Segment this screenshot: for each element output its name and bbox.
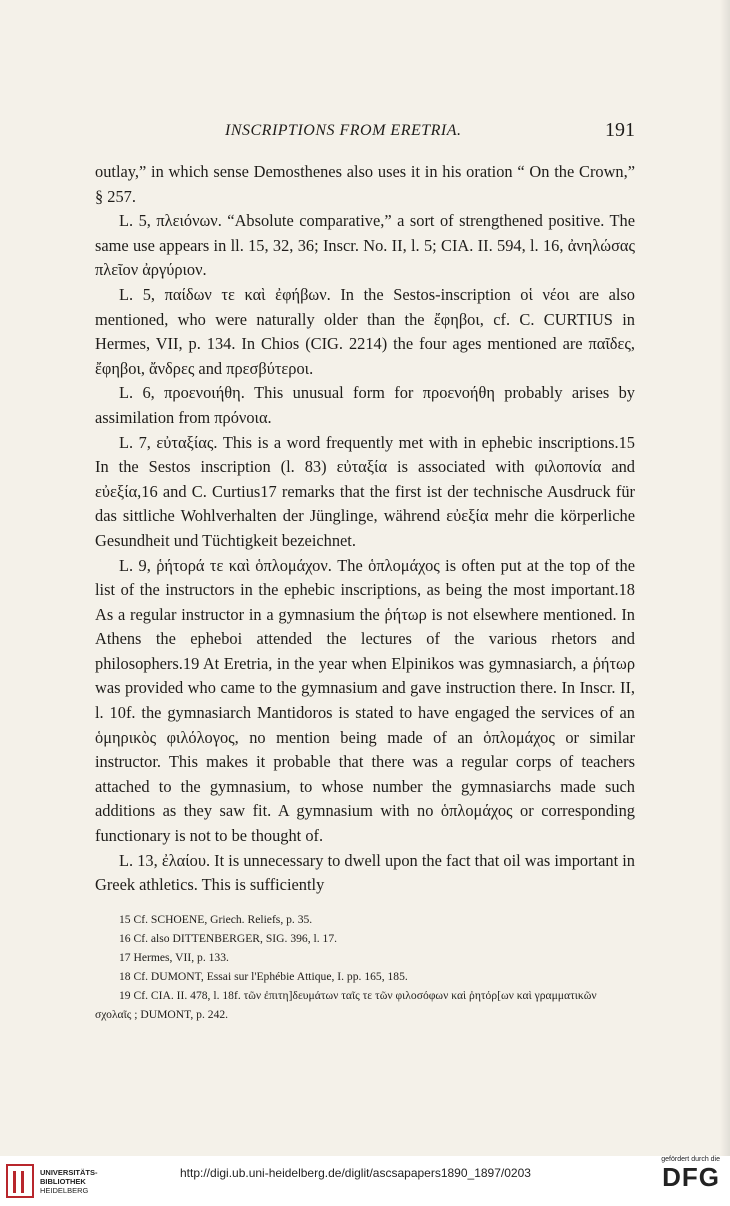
paragraph: outlay,” in which sense Demosthenes also uses it in his oration “ On the Crown,” § 257. bbox=[95, 162, 635, 206]
funded-by-text: gefördert durch die bbox=[661, 1156, 720, 1163]
dfg-wordmark: DFG bbox=[662, 1162, 720, 1192]
paragraph: L. 13, ἐλαίου. It is unnecessary to dwell upon the fact that oil was important in Greek athletics. This is sufficiently bbox=[95, 850, 635, 895]
running-header bbox=[95, 119, 635, 152]
body-text bbox=[95, 160, 635, 898]
running-title: INSCRIPTIONS FROM ERETRIA. bbox=[225, 122, 462, 139]
paragraph: L. 9, ῥήτορά τε καὶ ὁπλομάχον. The ὁπλομάχος is often put at the top of the list of the instructors in the ephebic inscriptions, as being the most important.18 As a regular instructor in a gymnasium the ῥήτωρ is not elsewhere mentioned. In Athens the epheboi attended the lectures of the various rhetors and philosophers.19 At Eretria, in the year when Elpinikos was gymnasiarch, a ῥήτωρ was provided who came to the gymnasium and gave instruction there. In Inscr. II, l. 10f. the gymnasiarch Mantidoros is stated to have engaged the services of an ὁμηρικὸς φιλόλογος, no mention being made of an ὁπλομάχος or similar instructor. This makes it probable that there was a regular corps of teachers attached to the gymnasium, to whose number the gymnasiarchs made such additions as they saw fit. A gymnasium with no ὁπλομάχος or corresponding functionary is not to be thought of. bbox=[95, 555, 635, 846]
paragraph: L. 5, παίδων τε καὶ ἐφήβων. In the Sestos-inscription οἱ νέοι are also mentioned, who were naturally older than the ἔφηβοι, cf. C. CURTIUS in Hermes, VII, p. 134. In Chios (CIG. 2214) the four ages mentioned are παῖδες, ἔφηβοι, ἄνδρες and πρεσβύτεροι. bbox=[95, 284, 635, 378]
footer-bar bbox=[0, 1156, 730, 1206]
logo-line: UNIVERSITÄTS- bbox=[40, 1168, 98, 1177]
footnote: 16 Cf. also DITTENBERGER, SIG. 396, l. 17. bbox=[119, 932, 338, 945]
footnote: 15 Cf. SCHOENE, Griech. Reliefs, p. 35. bbox=[119, 913, 313, 926]
page-edge-shadow bbox=[720, 0, 730, 1156]
footnotes bbox=[95, 910, 635, 1024]
permalink-url[interactable]: http://digi.ub.uni-heidelberg.de/diglit/ascsapapers1890_1897/0203 bbox=[180, 1166, 531, 1180]
paragraph: L. 5, πλειόνων. “Absolute comparative,” a sort of strengthened positive. The same use appears in ll. 15, 32, 36; Inscr. No. II, l. 5; CIA. II. 594, l. 16, ἀνηλώσας πλεῖον ἀργύριον. bbox=[95, 211, 635, 280]
logo-line: HEIDELBERG bbox=[40, 1186, 89, 1195]
university-library-logo[interactable] bbox=[6, 1164, 136, 1200]
footnote: 19 Cf. CIA. II. 478, l. 18f. τῶν ἐπιτη]δευμάτων ταῖς τε τῶν φιλοσόφων καὶ ῥητόρ[ων καὶ γραμματικῶν σχολαῖς ; DUMONT, p. 242. bbox=[95, 989, 597, 1021]
logo-line: BIBLIOTHEK bbox=[40, 1177, 86, 1186]
library-logo-icon bbox=[6, 1164, 34, 1198]
dfg-logo[interactable] bbox=[640, 1156, 720, 1191]
paragraph: L. 6, προενοιήθη. This unusual form for προενοήθη probably arises by assimilation from πρόνοια. bbox=[95, 383, 635, 427]
paragraph: L. 7, εὐταξίας. This is a word frequently met with in ephebic inscriptions.15 In the Sestos inscription (l. 83) εὐταξία is associated with φιλοπονία and εὐεξία,16 and C. Curtius17 remarks that the first ist der technische Ausdruck für das sittliche Wohlverhalten der Jünglinge, während εὐεξία mehr die körperliche Gesundheit und Tüchtigkeit bezeichnet. bbox=[95, 432, 635, 550]
footnote: 17 Hermes, VII, p. 133. bbox=[119, 951, 229, 964]
footnote: 18 Cf. DUMONT, Essai sur l'Ephébie Attique, I. pp. 165, 185. bbox=[119, 970, 408, 983]
page-number: 191 bbox=[605, 119, 635, 141]
